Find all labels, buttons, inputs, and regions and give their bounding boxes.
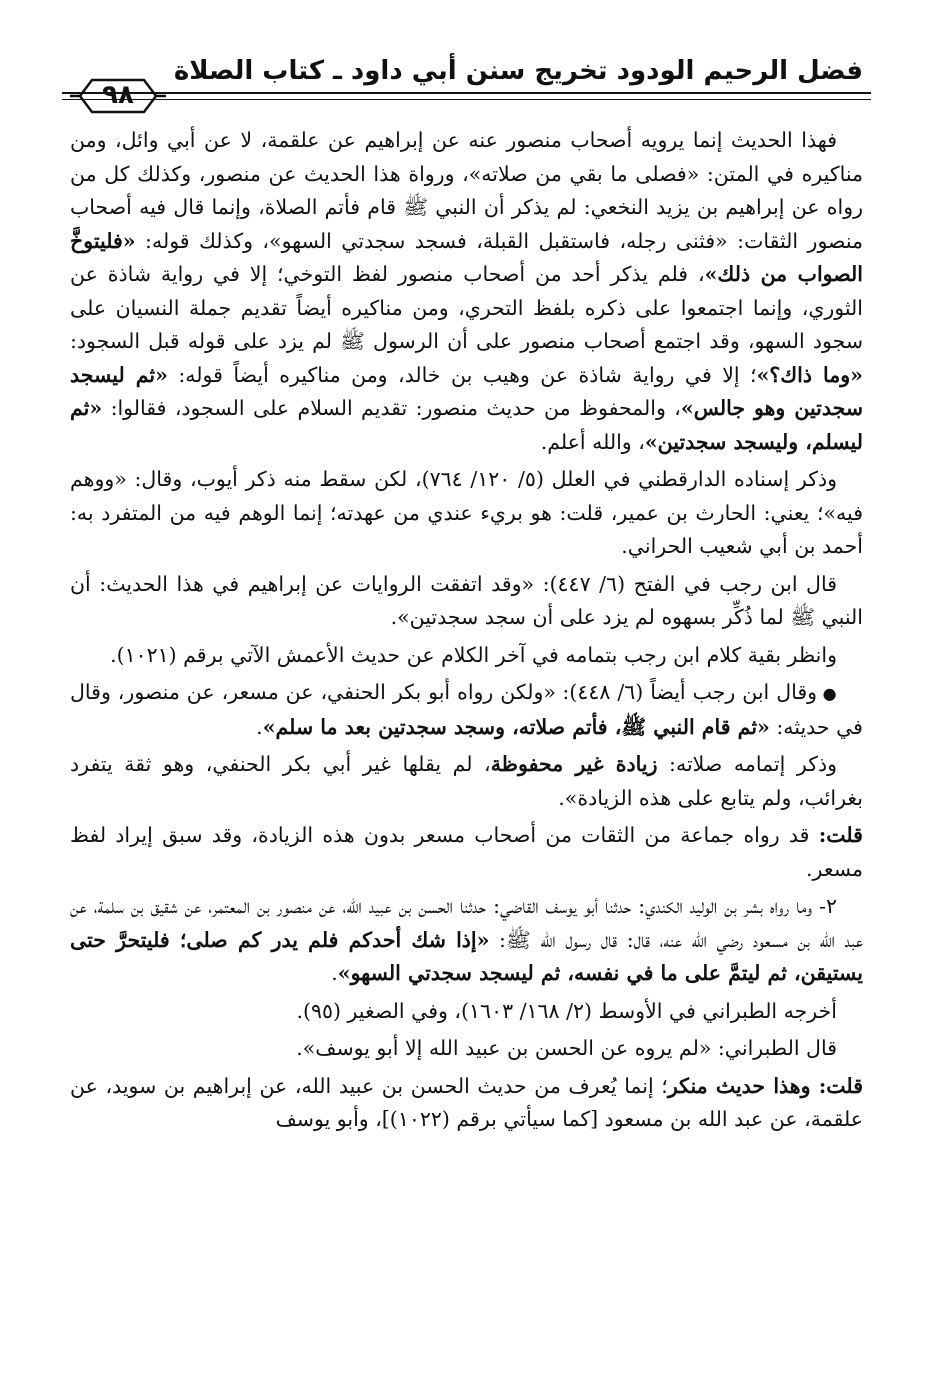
bold-text-run: قلت: وهذا حديث منكر <box>667 1073 863 1098</box>
bold-text-run: «وما ذاك؟» <box>756 362 863 387</box>
paragraph <box>70 1070 863 1137</box>
bold-text-run: «ثم ليسلم، وليسجد سجدتين» <box>70 396 863 454</box>
paragraph <box>70 639 863 673</box>
header-rule <box>62 92 871 100</box>
bold-text-run: «ثم قام النبي ﷺ، فأتم صلاته، وسجد سجدتين بعد ما سلم» <box>262 714 770 739</box>
bold-text-run: زيادة غير محفوظة <box>490 752 658 776</box>
bullet-icon: ● <box>817 684 837 703</box>
text-run: ؛ إلا في رواية شاذة عن وهيب بن خالد، ومن مناكيره أيضاً قوله: <box>167 362 757 387</box>
text-run: أخرجه الطبراني في الأوسط (٢/ ١٦٨/ ١٦٠٣)، وفي الصغير (٩٥). <box>296 998 837 1023</box>
text-run: ، والله أعلم. <box>540 429 645 454</box>
text-run: وذكر إتمامه صلاته: <box>657 752 837 776</box>
text-run: قال الطبراني: «لم يروه عن الحسن بن عبيد الله إلا أبو يوسف». <box>296 1036 837 1060</box>
paragraph <box>70 890 863 991</box>
text-run: وذكر إسناده الدارقطني في العلل (٥/ ١٢٠/ ٧٦٤)، لكن سقط منه ذكر أيوب، وقال: «ووهم فيه»؛ يعني: الحارث بن عمير، قلت: هو بريء عندي من عهدته؛ إنما الوهم فيه من المتفرد به: أحمد بن أبي شعيب الحراني. <box>70 467 863 558</box>
text-run: قد رواه جماعة من الثقات من أصحاب مسعر بدون هذه الزيادة، وقد سبق إيراد لفظ مسعر. <box>70 823 863 881</box>
running-header-title: فضل الرحيم الودود تخريج سنن أبي داود ـ كتاب الصلاة <box>173 56 863 86</box>
paragraph <box>70 819 863 886</box>
paragraph <box>70 676 863 744</box>
text-run: . <box>331 961 338 985</box>
text-run: . <box>256 714 263 739</box>
bold-text-run: «إذا شك أحدكم فلم يدر كم صلى؛ فليتحرَّ حتى يستيقن، ثم ليتمَّ على ما في نفسه، ثم ليسجد سجدتي السهو» <box>70 927 863 985</box>
text-run: ، فلم يذكر أحد من أصحاب منصور لفظ التوخي؛ إلا في رواية شاذة عن الثوري، وإنما اجتمعوا على ذكره بلفظ التحري، ومن مناكيره أيضاً تقديم جملة النسيان على سجود السهو، وقد اجتمع أصحاب منصور على أن الرسول ﷺ لم يزد على قوله قبل السجود: <box>70 262 863 353</box>
bold-text-run: قلت: <box>818 823 863 847</box>
paragraph <box>70 568 863 635</box>
page-body <box>70 124 863 1141</box>
text-run: قال ابن رجب في الفتح (٦/ ٤٤٧): «وقد اتفقت الروايات عن إبراهيم في هذا الحديث: أن النبي ﷺ لما ذُكِّر بسهوه لم يزد على أن سجد سجدتين». <box>70 571 863 629</box>
text-run: ، لم يقلها غير أبي بكر الحنفي، وهو ثقة يتفرد بغرائب، ولم يتابع على هذه الزيادة». <box>70 752 863 810</box>
text-run: وانظر بقية كلام ابن رجب بتمامه في آخر الكلام عن حديث الأعمش الآتي برقم (١٠٢١). <box>110 642 837 667</box>
text-run: ، والمحفوظ من حديث منصور: تقديم السلام على السجود، فقالوا: <box>102 396 681 420</box>
paragraph <box>70 995 863 1029</box>
page-number: ٩٨ <box>102 80 134 110</box>
text-run: ؛ إنما يُعرف من حديث الحسن بن عبيد الله، عن إبراهيم بن سويد، عن علقمة، عن عبد الله بن مسعود [كما سيأتي برقم (١٠٢٢)]، وأبو يوسف <box>70 1073 863 1131</box>
text-run: وقال ابن رجب أيضاً (٦/ ٤٤٨): «ولكن رواه أبو بكر الحنفي، عن مسعر، عن منصور، وقال في حديثه: <box>70 680 863 739</box>
text-run: فهذا الحديث إنما يرويه أصحاب منصور عنه عن إبراهيم عن علقمة، لا عن أبي وائل، ومن مناكيره في المتن: «فصلى ما بقي من صلاته»، ورواة هذا الحديث عن منصور، وكذلك كل من رواه عن إبراهيم بن يزيد النخعي: لم يذكر أن النبي ﷺ قام فأتم الصلاة، وإنما قال فيه أصحاب منصور الثقات: «فثنى رجله، فاستقبل القبلة، فسجد سجدتي السهو»، وكذلك قوله: <box>70 128 863 253</box>
bold-text-run: «فليتوخَّ الصواب من ذلك» <box>70 228 863 286</box>
paragraph <box>70 124 863 459</box>
paragraph <box>70 463 863 564</box>
paragraph <box>70 748 863 815</box>
bold-text-run: «ثم ليسجد سجدتين وهو جالس» <box>70 362 864 420</box>
text-run: ٢- وما رواه بشر بن الوليد الكندي: حدثنا أبو يوسف القاضي: حدثنا الحسن بن عبيد الله، عن منصور بن المعتمر، عن شقيق بن سلمة، عن عبد الله بن مسعود رضي الله عنه، قال: قال رسول الله ﷺ: <box>70 894 863 952</box>
paragraph <box>70 1032 863 1066</box>
